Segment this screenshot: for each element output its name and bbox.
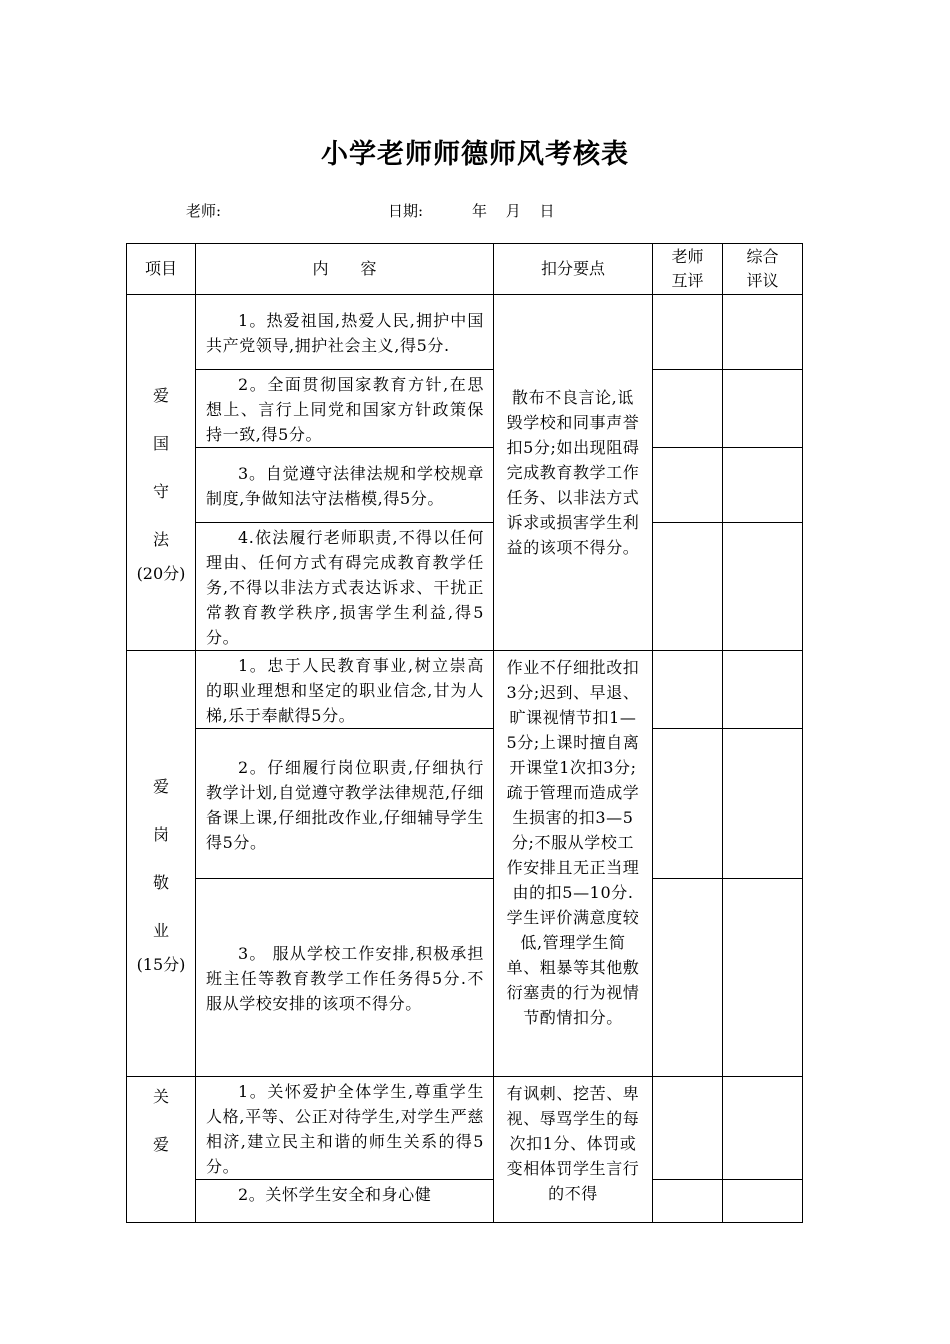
table-row: [127, 1180, 803, 1223]
table-row: [127, 523, 803, 651]
category-points: (20分): [136, 563, 186, 583]
overall-review-cell[interactable]: [723, 448, 803, 523]
deduction-cell: 作业不仔细批改扣3分;迟到、早退、旷课视情节扣1—5分;上课时擅自离开课堂1次扣3分;疏于管理而造成学生损害的扣3—5分;不服从学校工作安排且无正当理由的扣5—10分.学生评价满意度较低,管理学生简单、粗暴等其他敷衍塞责的行为视情节酌情扣分。: [494, 651, 653, 1077]
overall-review-cell[interactable]: [723, 295, 803, 370]
header-item: 项目: [127, 244, 196, 295]
overall-review-cell[interactable]: [723, 1180, 803, 1223]
overall-review-cell[interactable]: [723, 879, 803, 1077]
content-item: 1。忠于人民教育事业,树立崇高的职业理想和坚定的职业信念,甘为人梯,乐于奉献得5分。: [196, 651, 494, 729]
peer-review-cell[interactable]: [653, 295, 723, 370]
peer-review-cell[interactable]: [653, 729, 723, 879]
page-title: 小学老师师德师风考核表: [321, 139, 629, 170]
table-row: [127, 295, 803, 370]
teacher-label: 老师:: [186, 202, 222, 220]
date-label: 日期:: [388, 202, 424, 220]
content-item: 4.依法履行老师职责,不得以任何理由、任何方式有碍完成教育教学任务,不得以非法方式表达诉求、干扰正常教育教学秩序,损害学生利益,得5分。: [196, 523, 494, 651]
table-row: [127, 370, 803, 448]
category-dedication: 爱 岗 敬 业 (15分): [127, 651, 196, 1077]
table-row: [127, 651, 803, 729]
peer-review-cell[interactable]: [653, 448, 723, 523]
content-item: 3。 服从学校工作安排,积极承担班主任等教育教学工作任务得5分.不服从学校安排的该项不得分。: [196, 879, 494, 1077]
assessment-table: [126, 243, 803, 1223]
category-care: 关 爱: [127, 1077, 196, 1223]
content-item: 2。全面贯彻国家教育方针,在思想上、言行上同党和国家方针政策保持一致,得5分。: [196, 370, 494, 448]
header-content: 内 容: [196, 244, 494, 295]
table-header-row: [127, 244, 803, 295]
content-item: 2。关怀学生安全和身心健: [196, 1180, 494, 1223]
table-row: [127, 448, 803, 523]
overall-review-cell[interactable]: [723, 729, 803, 879]
table-row: [127, 879, 803, 1077]
category-patriotism: 爱 国 守 法 (20分): [127, 295, 196, 651]
table-row: [127, 1077, 803, 1180]
content-item: 2。仔细履行岗位职责,仔细执行教学计划,自觉遵守教学法律规范,仔细备课上课,仔细批改作业,仔细辅导学生得5分。: [196, 729, 494, 879]
deduction-cell: 散布不良言论,诋毁学校和同事声誉扣5分;如出现阻碍完成教育教学工作任务、以非法方式诉求或损害学生利益的该项不得分。: [494, 295, 653, 651]
content-item: 1。热爱祖国,热爱人民,拥护中国共产党领导,拥护社会主义,得5分.: [196, 295, 494, 370]
overall-review-cell[interactable]: [723, 1077, 803, 1180]
header-peer-review: 老师 互评: [653, 244, 723, 295]
overall-review-cell[interactable]: [723, 523, 803, 651]
header-overall-review: 综合 评议: [723, 244, 803, 295]
peer-review-cell[interactable]: [653, 1077, 723, 1180]
peer-review-cell[interactable]: [653, 1180, 723, 1223]
peer-review-cell[interactable]: [653, 879, 723, 1077]
overall-review-cell[interactable]: [723, 651, 803, 729]
date-units: 年 月 日: [472, 202, 555, 220]
peer-review-cell[interactable]: [653, 651, 723, 729]
peer-review-cell[interactable]: [653, 370, 723, 448]
overall-review-cell[interactable]: [723, 370, 803, 448]
header-deduction: 扣分要点: [494, 244, 653, 295]
content-item: 1。关怀爱护全体学生,尊重学生人格,平等、公正对待学生,对学生严慈相济,建立民主和谐的师生关系的得5分。: [196, 1077, 494, 1180]
peer-review-cell[interactable]: [653, 523, 723, 651]
table-row: [127, 729, 803, 879]
content-item: 3。自觉遵守法律法规和学校规章制度,争做知法守法楷模,得5分。: [196, 448, 494, 523]
category-points: (15分): [136, 954, 186, 974]
deduction-cell: 有讽刺、挖苦、卑视、辱骂学生的每次扣1分、体罚或变相体罚学生言行的不得: [494, 1077, 653, 1223]
